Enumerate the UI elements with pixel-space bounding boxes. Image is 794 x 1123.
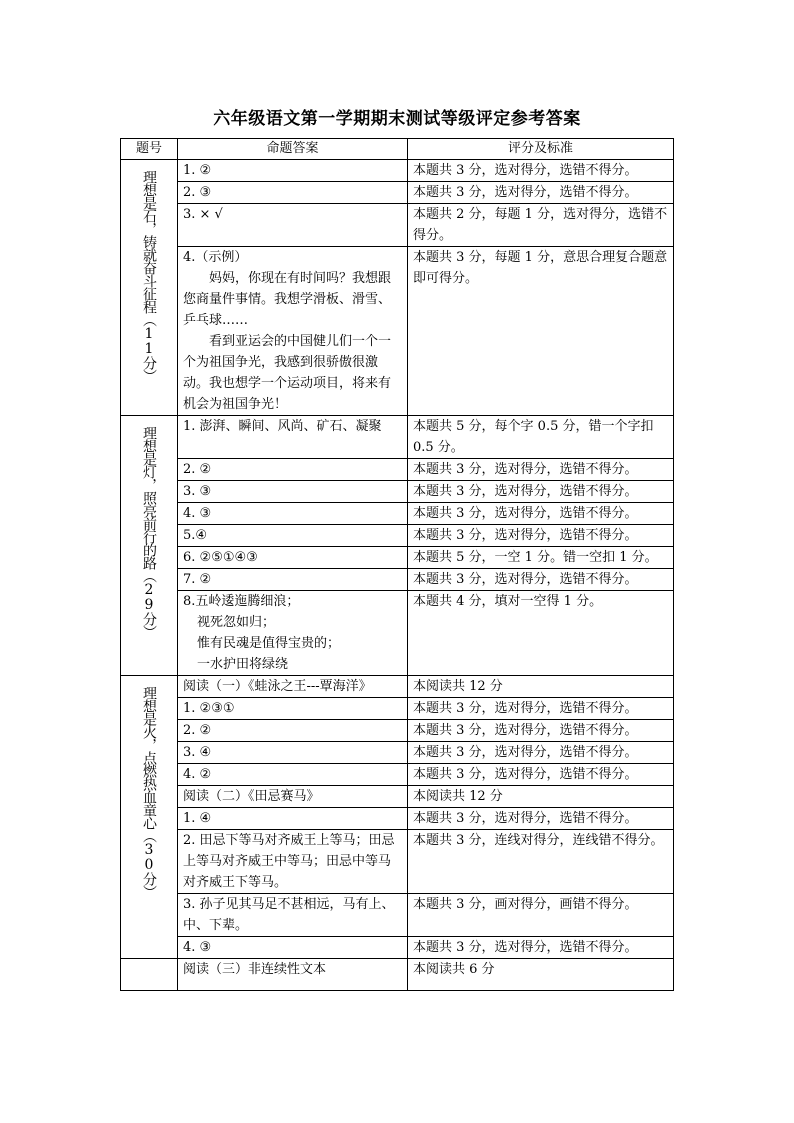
table-row bbox=[121, 547, 674, 569]
answer-cell bbox=[178, 830, 408, 894]
score-cell: 本题共 3 分，连线对得分，连线错不得分。 bbox=[408, 830, 674, 894]
score-cell: 本阅读共 12 分 bbox=[408, 676, 674, 698]
score-cell: 本阅读共 12 分 bbox=[408, 786, 674, 808]
answer-cell bbox=[178, 808, 408, 830]
header-section: 题号 bbox=[121, 139, 178, 160]
section-label: 理想是石，铸就奋斗征程（11分） bbox=[141, 170, 157, 382]
table-row bbox=[121, 786, 674, 808]
answer-line: 阅读（三）非连续性文本 bbox=[183, 962, 327, 977]
score-cell: 本题共 3 分，选对得分，选错不得分。 bbox=[408, 698, 674, 720]
answer-cell bbox=[178, 160, 408, 182]
section-label-cell bbox=[121, 160, 178, 416]
score-cell: 本题共 3 分，选对得分，选错不得分。 bbox=[408, 503, 674, 525]
score-cell: 本题共 3 分，选对得分，选错不得分。 bbox=[408, 937, 674, 959]
answer-line: 视死忽如归； bbox=[197, 615, 276, 630]
answer-cell bbox=[178, 547, 408, 569]
answer-line: 1. ④ bbox=[183, 811, 212, 826]
table-row bbox=[121, 416, 674, 459]
score-cell: 本题共 3 分，选对得分，选错不得分。 bbox=[408, 569, 674, 591]
answer-cell bbox=[178, 742, 408, 764]
score-cell: 本题共 5 分，一空 1 分。错一空扣 1 分。 bbox=[408, 547, 674, 569]
answer-line: 妈妈，你现在有时间吗？我想跟您商量件事情。我想学滑板、滑雪、乒乓球…… bbox=[183, 271, 392, 328]
answer-cell bbox=[178, 591, 408, 676]
answer-cell bbox=[178, 720, 408, 742]
table-row bbox=[121, 182, 674, 204]
answer-line: 4. ③ bbox=[183, 940, 212, 955]
table-row bbox=[121, 937, 674, 959]
answer-line: 8.五岭逶迤腾细浪； bbox=[183, 594, 300, 609]
table-row bbox=[121, 204, 674, 247]
table-row bbox=[121, 247, 674, 416]
answer-cell bbox=[178, 959, 408, 991]
answer-line: 看到亚运会的中国健儿们一个一个为祖国争光，我感到很骄傲很激动。我也想学一个运动项目，将来有机会为祖国争光！ bbox=[183, 334, 392, 412]
answer-line: 1. ② bbox=[183, 163, 212, 178]
answer-cell bbox=[178, 894, 408, 937]
table-row bbox=[121, 808, 674, 830]
score-cell: 本题共 3 分，选对得分，选错不得分。 bbox=[408, 481, 674, 503]
answer-table bbox=[120, 138, 674, 991]
answer-cell bbox=[178, 481, 408, 503]
table-row bbox=[121, 503, 674, 525]
answer-cell bbox=[178, 676, 408, 698]
answer-cell bbox=[178, 459, 408, 481]
answer-line: 6. ②⑤①④③ bbox=[183, 550, 258, 565]
header-answer: 命题答案 bbox=[178, 139, 408, 160]
answer-line: 3. ④ bbox=[183, 745, 212, 760]
answer-line: 1. 澎湃、瞬间、风尚、矿石、凝聚 bbox=[183, 419, 382, 434]
score-cell: 本题共 4 分，填对一空得 1 分。 bbox=[408, 591, 674, 676]
section-label-cell bbox=[121, 959, 178, 991]
score-cell: 本题共 3 分，画对得分，画错不得分。 bbox=[408, 894, 674, 937]
answer-cell bbox=[178, 569, 408, 591]
answer-line: 4. ③ bbox=[183, 506, 212, 521]
answer-cell bbox=[178, 698, 408, 720]
page-title: 六年级语文第一学期期末测试等级评定参考答案 bbox=[213, 109, 581, 129]
section-label-cell bbox=[121, 416, 178, 676]
answer-cell bbox=[178, 525, 408, 547]
answer-line: 3. ③ bbox=[183, 484, 212, 499]
table-header-row bbox=[121, 139, 674, 160]
score-cell: 本题共 3 分，选对得分，选错不得分。 bbox=[408, 720, 674, 742]
table-row bbox=[121, 481, 674, 503]
score-cell: 本题共 3 分，选对得分，选错不得分。 bbox=[408, 742, 674, 764]
answer-cell bbox=[178, 416, 408, 459]
answer-line: 2. ② bbox=[183, 723, 212, 738]
table-row bbox=[121, 525, 674, 547]
table-row bbox=[121, 959, 674, 991]
table-row bbox=[121, 569, 674, 591]
answer-line: 5.④ bbox=[183, 528, 208, 543]
answer-line: 阅读（二）《田忌赛马》 bbox=[183, 789, 320, 804]
table-row bbox=[121, 742, 674, 764]
answer-line: 4. ② bbox=[183, 767, 212, 782]
answer-line: 2. ③ bbox=[183, 185, 212, 200]
table-row bbox=[121, 676, 674, 698]
score-cell: 本题共 3 分，选对得分，选错不得分。 bbox=[408, 160, 674, 182]
score-cell: 本题共 3 分，选对得分，选错不得分。 bbox=[408, 182, 674, 204]
table-row bbox=[121, 764, 674, 786]
answer-line: 3. × √ bbox=[183, 207, 223, 222]
score-cell: 本题共 3 分，选对得分，选错不得分。 bbox=[408, 459, 674, 481]
answer-cell bbox=[178, 786, 408, 808]
table-row bbox=[121, 698, 674, 720]
answer-line: 3. 孙子见其马足不甚相远，马有上、中、下辈。 bbox=[183, 897, 395, 933]
score-cell: 本题共 2 分，每题 1 分，选对得分，选错不得分。 bbox=[408, 204, 674, 247]
answer-cell bbox=[178, 182, 408, 204]
answer-cell bbox=[178, 764, 408, 786]
header-score: 评分及标准 bbox=[408, 139, 674, 160]
score-cell: 本题共 3 分，选对得分，选错不得分。 bbox=[408, 808, 674, 830]
answer-cell bbox=[178, 937, 408, 959]
answer-cell bbox=[178, 503, 408, 525]
table-row bbox=[121, 591, 674, 676]
answer-line: 阅读（一）《蛙泳之王---覃海洋》 bbox=[183, 679, 372, 694]
score-cell: 本题共 5 分，每个字 0.5 分，错一个字扣 0.5 分。 bbox=[408, 416, 674, 459]
section-label: 理想是灯，照亮前行的路（29分） bbox=[141, 426, 157, 638]
answer-line: 7. ② bbox=[183, 572, 212, 587]
section-label-cell bbox=[121, 676, 178, 959]
table-row bbox=[121, 830, 674, 894]
answer-line: 2. 田忌下等马对齐威王上等马；田忌上等马对齐威王中等马；田忌中等马对齐威王下等马。 bbox=[183, 833, 395, 890]
table-body bbox=[121, 160, 674, 991]
score-cell: 本阅读共 6 分 bbox=[408, 959, 674, 991]
answer-line: 2. ② bbox=[183, 462, 212, 477]
answer-cell bbox=[178, 204, 408, 247]
answer-line: 惟有民魂是值得宝贵的； bbox=[197, 636, 341, 651]
table-row bbox=[121, 894, 674, 937]
section-label: 理想是火，点燃热血童心（30分） bbox=[141, 686, 157, 898]
answer-cell bbox=[178, 247, 408, 416]
table-row bbox=[121, 459, 674, 481]
score-cell: 本题共 3 分，选对得分，选错不得分。 bbox=[408, 525, 674, 547]
table-row bbox=[121, 720, 674, 742]
score-cell: 本题共 3 分，选对得分，选错不得分。 bbox=[408, 764, 674, 786]
answer-line: 1. ②③① bbox=[183, 701, 235, 716]
answer-line: 一水护田将绿绕 bbox=[197, 657, 289, 672]
answer-line: 4.（示例） bbox=[183, 250, 248, 265]
score-cell: 本题共 3 分，每题 1 分，意思合理复合题意即可得分。 bbox=[408, 247, 674, 416]
table-row bbox=[121, 160, 674, 182]
